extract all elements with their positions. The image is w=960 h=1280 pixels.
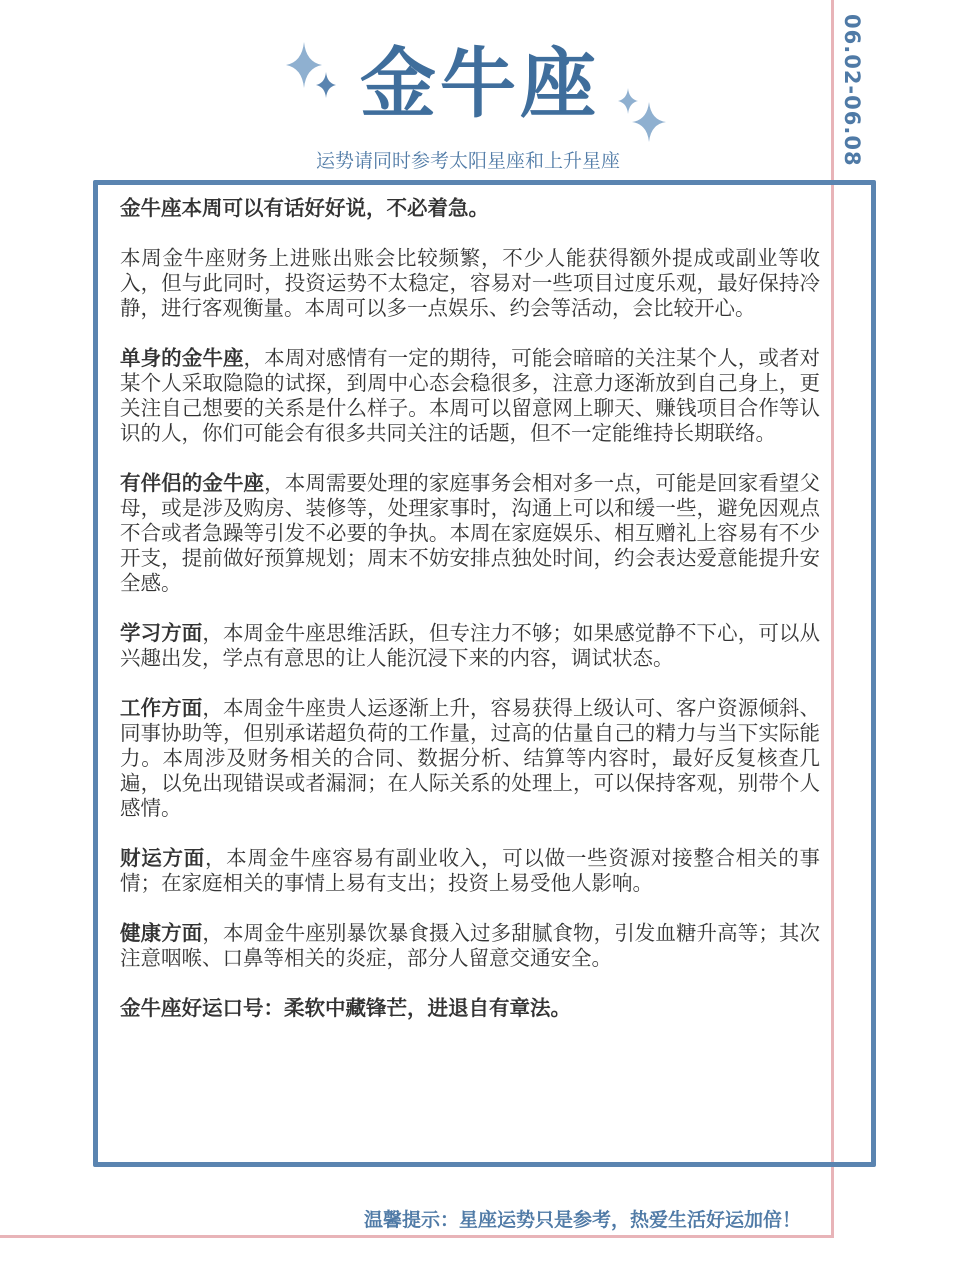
section-label: 工作方面	[120, 696, 203, 720]
section-text: ，本周金牛座贵人运逐渐上升，容易获得上级认可、客户资源倾斜、同事协助等，但别承诺超负荷的工作量，过高的估量自己的精力与当下实际能力。本周涉及财务相关的合同、数据分析、结算等内容时，最好反复核查几遍，以免出现错误或者漏洞；在人际关系的处理上，可以保持客观，别带个人感情。	[120, 696, 821, 820]
section-health	[120, 921, 820, 971]
title-area	[0, 30, 960, 140]
section-partnered	[120, 471, 820, 596]
sparkle-small-left-icon	[316, 72, 336, 98]
section-label: 单身的金牛座	[120, 346, 244, 370]
headline: 金牛座本周可以有话好好说，不必着急。	[120, 196, 489, 220]
date-range: 06.02-06.08	[840, 14, 864, 167]
subtitle: 运势请同时参考太阳星座和上升星座	[315, 150, 620, 172]
section-label: 健康方面	[120, 921, 203, 945]
section-text: ，本周金牛座容易有副业收入，可以做一些资源对接整合相关的事情；在家庭相关的事情上易有支出；投资上易受他人影响。	[120, 846, 820, 895]
footer-tip: 温馨提示：星座运势只是参考，热爱生活好运加倍！	[364, 1209, 802, 1231]
section-label: 学习方面	[120, 621, 203, 645]
section-text: ，本周需要处理的家庭事务会相对多一点，可能是回家看望父母，或是涉及购房、装修等，处理家事时，沟通上可以和缓一些，避免因观点不合或者急躁等引发不必要的争执。本周在家庭娱乐、相互赠礼上容易有不少开支，提前做好预算规划；周末不妨安排点独处时间，约会表达爱意能提升安全感。	[120, 471, 821, 595]
section-text: ，本周金牛座思维活跃，但专注力不够；如果感觉静不下心，可以从兴趣出发，学点有意思的让人能沉浸下来的内容，调试状态。	[120, 621, 821, 670]
lucky-slogan: 金牛座好运口号：柔软中藏锋芒，进退自有章法。	[120, 996, 571, 1020]
section-single	[120, 346, 820, 446]
section-finance	[120, 846, 820, 896]
horoscope-content	[120, 196, 820, 1046]
section-text: ，本周对感情有一定的期待，可能会暗暗的关注某个人，或者对某个人采取隐隐的试探，到周中心态会稳很多，注意力逐渐放到自己身上，更关注自己想要的关系是什么样子。本周可以留意网上聊天、赚钱项目合作等认识的人，你们可能会有很多共同关注的话题，但不一定能维持长期联络。	[120, 346, 820, 445]
intro-paragraph: 本周金牛座财务上进账出账会比较频繁，不少人能获得额外提成或副业等收入，但与此同时，投资运势不太稳定，容易对一些项目过度乐观，最好保持冷静，进行客观衡量。本周可以多一点娱乐、约会等活动，会比较开心。	[120, 246, 820, 320]
page-title: 金牛座	[360, 39, 600, 128]
section-text: ，本周金牛座别暴饮暴食摄入过多甜腻食物，引发血糖升高等；其次注意咽喉、口鼻等相关的炎症，部分人留意交通安全。	[120, 921, 821, 970]
section-work	[120, 696, 820, 821]
sparkle-large-right-icon	[632, 102, 666, 142]
section-study	[120, 621, 820, 671]
section-label: 财运方面	[120, 846, 205, 870]
section-label: 有伴侣的金牛座	[120, 471, 265, 495]
pink-horizontal-line	[0, 1235, 834, 1238]
